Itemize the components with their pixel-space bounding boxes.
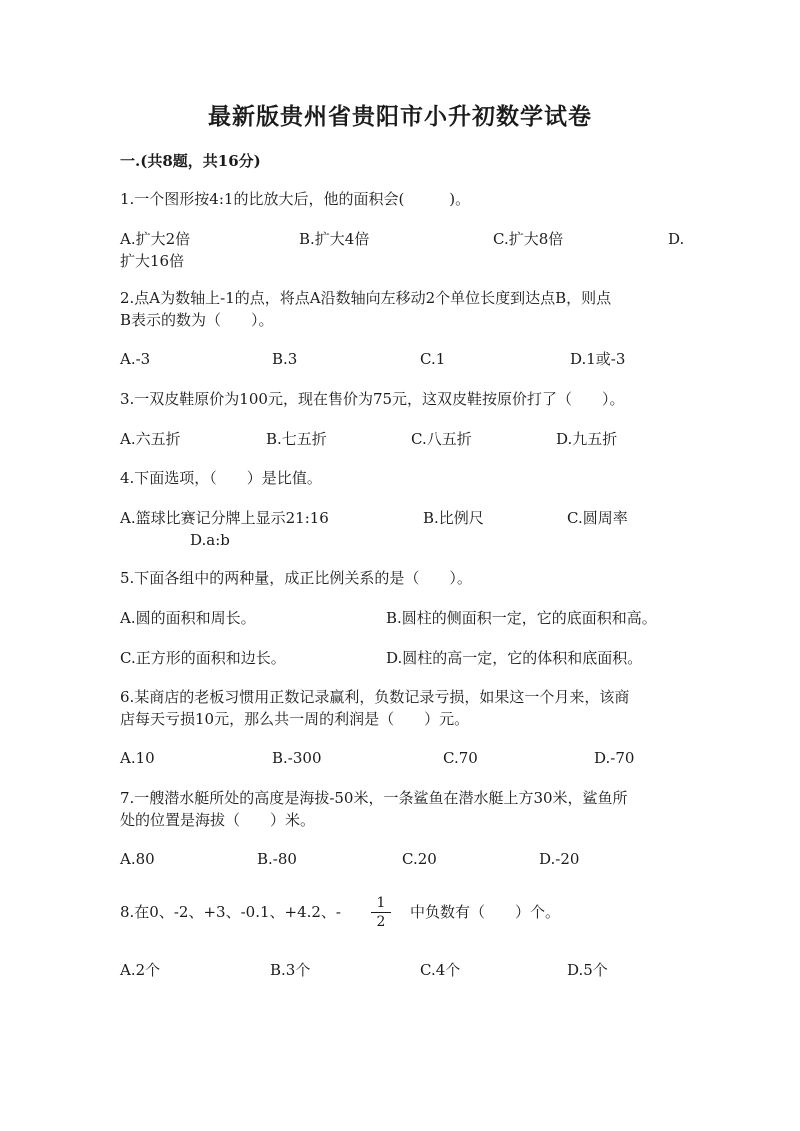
q5-option-a[interactable]: A.圆的面积和周长。 (120, 609, 256, 627)
q4-option-c[interactable]: C.圆周率 (567, 509, 628, 527)
question-2-line-2: B表示的数为（ ）。 (120, 311, 274, 329)
q1-option-c[interactable]: C.扩大8倍 (493, 230, 564, 248)
exam-title: 最新版贵州省贵阳市小升初数学试卷 (208, 103, 592, 130)
fraction-numerator: 1 (371, 895, 391, 913)
q8-option-b[interactable]: B.3个 (270, 961, 311, 979)
q6-option-c[interactable]: C.70 (443, 749, 478, 767)
q2-option-c[interactable]: C.1 (420, 350, 446, 368)
q4-option-d[interactable]: D.a:b (190, 531, 230, 549)
question-4: 4.下面选项，（ ）是比值。 (120, 469, 322, 487)
fraction-one-half (371, 895, 391, 930)
q1-option-d[interactable]: D. (668, 230, 685, 248)
section-heading: 一.(共8题，共16分) (120, 152, 261, 170)
q6-option-d[interactable]: D.-70 (594, 749, 635, 767)
question-6-line-1: 6.某商店的老板习惯用正数记录赢利，负数记录亏损，如果这一个月来，该商 (120, 688, 630, 706)
q4-option-b[interactable]: B.比例尺 (423, 509, 484, 527)
question-3: 3.一双皮鞋原价为100元，现在售价为75元，这双皮鞋按原价打了（ ）。 (120, 390, 625, 408)
question-8-text: 8.在0、-2、+3、-0.1、+4.2、- (120, 903, 341, 921)
q3-option-b[interactable]: B.七五折 (266, 430, 327, 448)
q7-option-c[interactable]: C.20 (402, 850, 437, 868)
q3-option-c[interactable]: C.八五折 (411, 430, 472, 448)
q7-option-a[interactable]: A.80 (120, 850, 155, 868)
q6-option-b[interactable]: B.-300 (272, 749, 322, 767)
q5-option-b[interactable]: B.圆柱的侧面积一定，它的底面积和高。 (386, 609, 657, 627)
question-2-line-1: 2.点A为数轴上-1的点，将点A沿数轴向左移动2个单位长度到达点B，则点 (120, 289, 612, 307)
q8-option-d[interactable]: D.5个 (567, 961, 608, 979)
q8-option-c[interactable]: C.4个 (420, 961, 461, 979)
q6-option-a[interactable]: A.10 (120, 749, 155, 767)
q1-option-d-text[interactable]: 扩大16倍 (120, 252, 185, 270)
question-5: 5.下面各组中的两种量，成正比例关系的是（ ）。 (120, 569, 472, 587)
q4-option-a[interactable]: A.篮球比赛记分牌上显示21:16 (120, 509, 329, 527)
q5-option-d[interactable]: D.圆柱的高一定，它的体积和底面积。 (386, 649, 643, 667)
question-1: 1.一个图形按4:1的比放大后，他的面积会( )。 (120, 190, 471, 208)
q7-option-d[interactable]: D.-20 (539, 850, 580, 868)
q5-option-c[interactable]: C.正方形的面积和边长。 (120, 649, 286, 667)
q2-option-b[interactable]: B.3 (272, 350, 298, 368)
question-8-text-end: 中负数有（ ）个。 (410, 903, 561, 921)
q2-option-d[interactable]: D.1或-3 (570, 350, 626, 368)
q8-option-a[interactable]: A.2个 (120, 961, 161, 979)
q3-option-a[interactable]: A.六五折 (120, 430, 181, 448)
q3-option-d[interactable]: D.九五折 (556, 430, 618, 448)
q2-option-a[interactable]: A.-3 (120, 350, 151, 368)
q1-option-b[interactable]: B.扩大4倍 (299, 230, 370, 248)
q1-option-a[interactable]: A.扩大2倍 (120, 230, 191, 248)
q7-option-b[interactable]: B.-80 (257, 850, 297, 868)
question-7-line-2: 处的位置是海拔（ ）米。 (120, 811, 316, 829)
question-7-line-1: 7.一艘潜水艇所处的高度是海拔-50米，一条鲨鱼在潜水艇上方30米，鲨鱼所 (120, 789, 628, 807)
question-6-line-2: 店每天亏损10元，那么共一周的利润是（ ）元。 (120, 710, 470, 728)
fraction-denominator: 2 (376, 914, 386, 930)
